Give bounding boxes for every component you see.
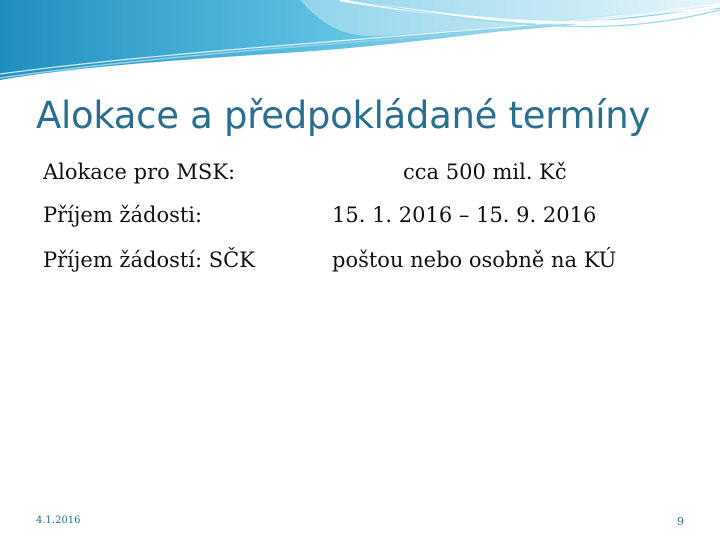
header-wave-decoration	[0, 0, 720, 90]
footer-date: 4.1.2016	[36, 515, 81, 526]
application-period-value: 15. 1. 2016 – 15. 9. 2016	[332, 203, 597, 227]
slide-title: Alokace a předpokládané termíny	[36, 94, 650, 137]
application-method-value: poštou nebo osobně na KÚ	[332, 248, 617, 272]
allocation-value: cca 500 mil. Kč	[403, 160, 567, 184]
page-number: 9	[677, 515, 684, 528]
application-period-label: Příjem žádosti:	[43, 203, 203, 227]
application-method-label: Příjem žádostí: SČK	[43, 248, 255, 272]
allocation-label: Alokace pro MSK:	[43, 160, 236, 184]
